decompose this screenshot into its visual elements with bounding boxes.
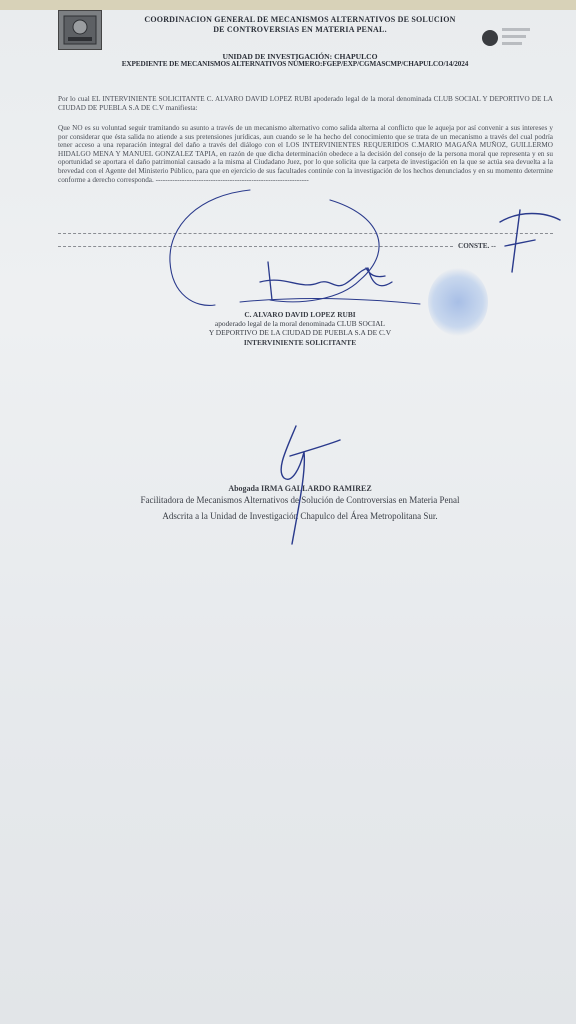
signature-underline: [240, 298, 420, 304]
desk-edge: [0, 0, 576, 10]
signatory-1-role: apoderado legal de la moral denominada CLUB SOCIAL: [214, 319, 386, 328]
signatory-1-company: Y DEPORTIVO DE LA CIUDAD DE PUEBLA S.A DE C.V: [208, 328, 392, 337]
header-coordination: [120, 15, 480, 35]
state-emblem-icon: [58, 10, 102, 50]
signature-loop: [170, 190, 250, 305]
signatory-1-name: C. ALVARO DAVID LOPEZ RUBI: [244, 310, 356, 319]
signatory-2-role: Facilitadora de Mecanismos Alternativos de Solución de Controversias en Materia Penal: [140, 495, 460, 505]
header-line-2: DE CONTROVERSIAS EN MATERIA PENAL.: [213, 25, 387, 34]
margin-signature: [500, 210, 560, 272]
institution-logo-icon: [480, 22, 532, 54]
signatory-2-unit: Adscrita a la Unidad de Investigación Chapulco del Área Metropolitana Sur.: [162, 511, 438, 521]
conste-mark: CONSTE. --: [458, 242, 496, 250]
paragraph-statement: Que NO es su voluntad seguir tramitando su asunto a través de un mecanismo alternativo como salida alterna al conflicto que le aqueja por así convenir a sus intereses y por considerar que ésta salida no atiende a sus pretensiones jurídicas, aun cuando se le ha hecho del conocimiento que se trata de un mecanismo a través del cual podría tener acceso a una reparación integral del daño a través del diálogo con el LOS INTERVINIENTES REQUERIDOS C.MARIO MAGAÑA MUÑOZ, GUILLERMO HIDALGO MENA Y MANUEL GONZALEZ TAPIA, en razón de que dicha determinación obedece a la decisión del consejo de la persona moral que representa y en su oportunidad se aportara el daño patrimonial causado a la misma al Ciudadano Juez, por lo que solicita que la carpeta de investigación en la que se actúa sea devuelta a la brevedad con el Agente del Ministerio Público, para que en ejercicio de sus facultades continúe con la investigación de los hechos denunciados y en su momento determine conforme a derecho corresponda. ----------------------------------------------------------------: [58, 124, 553, 184]
signature-loop-right: [270, 200, 379, 302]
signatory-2-name: Abogada IRMA GALLARDO RAMIREZ: [228, 484, 372, 493]
expediente-number: EXPEDIENTE DE MECANISMOS ALTERNATIVOS NÚMERO:FGEP/EXP/CGMASCMP/CHAPULCO/14/2024: [121, 60, 469, 68]
dashed-divider: [58, 233, 553, 234]
signatory-1-title: INTERVINIENTE SOLICITANTE: [243, 338, 357, 347]
unit-title: UNIDAD DE INVESTIGACIÓN: CHAPULCO: [222, 52, 378, 61]
header-line-1: COORDINACION GENERAL DE MECANISMOS ALTERNATIVOS DE SOLUCION: [144, 15, 456, 24]
paragraph-intro: Por lo cual EL INTERVINIENTE SOLICITANTE C. ALVARO DAVID LOPEZ RUBI apoderado legal de la moral denominada CLUB SOCIAL Y DEPORTIVO DE LA CIUDAD DE PUEBLA S.A DE C.V manifiesta:: [58, 95, 553, 112]
signature-applicant: [260, 262, 392, 300]
dashed-divider: [58, 246, 453, 247]
